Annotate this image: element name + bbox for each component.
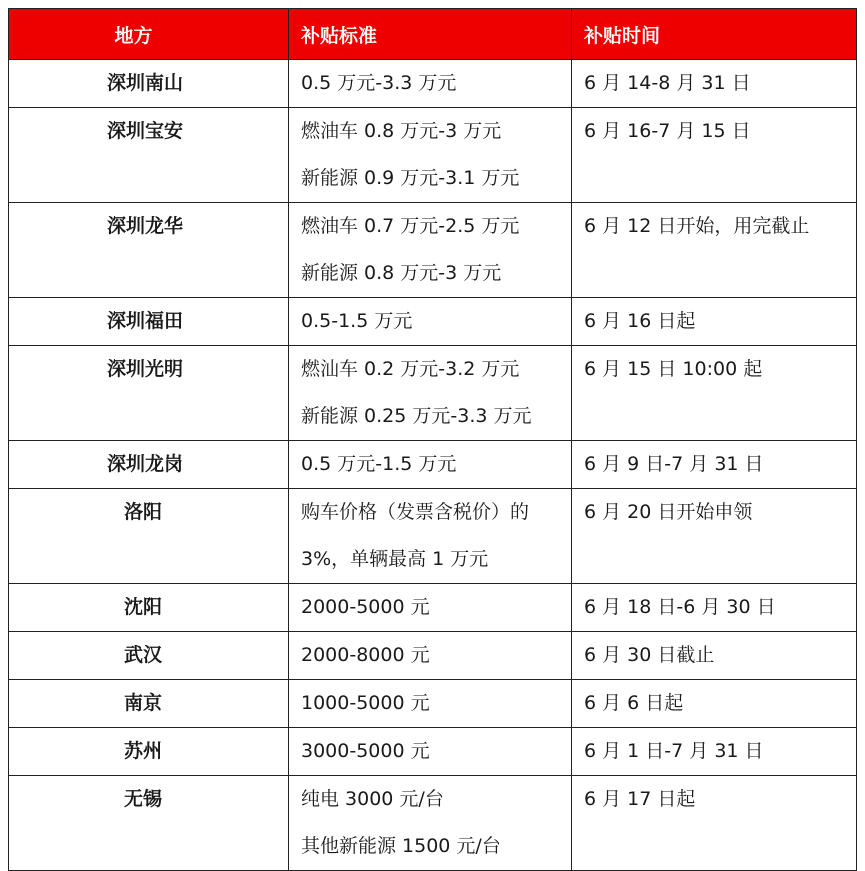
cell-period bbox=[572, 203, 857, 298]
standard-line: 2000-8000 元 bbox=[301, 644, 430, 666]
standard-line: 新能源 0.25 万元-3.3 万元 bbox=[301, 405, 532, 427]
cell-region bbox=[9, 108, 289, 203]
standard-line: 购车价格（发票含税价）的 bbox=[301, 501, 530, 523]
cell-region bbox=[9, 489, 289, 584]
cell-region bbox=[9, 203, 289, 298]
table-row bbox=[9, 728, 857, 776]
cell-standard bbox=[289, 203, 572, 298]
table-row bbox=[9, 680, 857, 728]
standard-line: 1000-5000 元 bbox=[301, 692, 430, 714]
period-line: 6 月 20 日开始申领 bbox=[584, 501, 753, 523]
cell-period bbox=[572, 728, 857, 776]
cell-region bbox=[9, 680, 289, 728]
cell-region bbox=[9, 441, 289, 489]
header-row bbox=[9, 9, 857, 60]
region-text: 深圳南山 bbox=[107, 72, 184, 94]
period-line: 6 月 17 日起 bbox=[584, 788, 696, 810]
region-text: 南京 bbox=[124, 692, 163, 714]
table-row bbox=[9, 346, 857, 441]
standard-line: 新能源 0.8 万元-3 万元 bbox=[301, 262, 502, 284]
table-row bbox=[9, 776, 857, 871]
cell-standard bbox=[289, 108, 572, 203]
table-body bbox=[9, 60, 857, 871]
table-row bbox=[9, 489, 857, 584]
cell-period bbox=[572, 680, 857, 728]
cell-region bbox=[9, 346, 289, 441]
period-line: 6 月 18 日-6 月 30 日 bbox=[584, 596, 776, 618]
cell-period bbox=[572, 441, 857, 489]
cell-region bbox=[9, 728, 289, 776]
period-line: 6 月 6 日起 bbox=[584, 692, 684, 714]
region-text: 洛阳 bbox=[124, 501, 163, 523]
region-text: 苏州 bbox=[124, 740, 163, 762]
standard-line: 燃油车 0.8 万元-3 万元 bbox=[301, 120, 502, 142]
period-line: 6 月 1 日-7 月 31 日 bbox=[584, 740, 764, 762]
cell-region bbox=[9, 776, 289, 871]
region-text: 武汉 bbox=[124, 644, 163, 666]
cell-standard bbox=[289, 680, 572, 728]
cell-standard bbox=[289, 728, 572, 776]
period-line: 6 月 12 日开始，用完截止 bbox=[584, 215, 810, 237]
cell-period bbox=[572, 776, 857, 871]
header-period: 补贴时间 bbox=[572, 9, 857, 60]
cell-standard bbox=[289, 441, 572, 489]
table-row bbox=[9, 584, 857, 632]
cell-period bbox=[572, 108, 857, 203]
region-text: 沈阳 bbox=[124, 596, 163, 618]
subsidy-table bbox=[8, 8, 857, 871]
table-row bbox=[9, 108, 857, 203]
cell-period bbox=[572, 489, 857, 584]
table-row bbox=[9, 441, 857, 489]
cell-period bbox=[572, 346, 857, 441]
standard-line: 3000-5000 元 bbox=[301, 740, 430, 762]
table-row bbox=[9, 298, 857, 346]
cell-standard bbox=[289, 584, 572, 632]
cell-period bbox=[572, 632, 857, 680]
header-standard: 补贴标准 bbox=[289, 9, 572, 60]
region-text: 深圳龙岗 bbox=[107, 453, 184, 475]
cell-standard bbox=[289, 346, 572, 441]
standard-line: 2000-5000 元 bbox=[301, 596, 430, 618]
cell-region bbox=[9, 632, 289, 680]
header-region: 地方 bbox=[9, 9, 289, 60]
standard-line: 3%，单辆最高 1 万元 bbox=[301, 548, 489, 570]
region-text: 深圳福田 bbox=[107, 310, 184, 332]
standard-line: 纯电 3000 元/台 bbox=[301, 788, 444, 810]
table-row bbox=[9, 60, 857, 108]
cell-standard bbox=[289, 60, 572, 108]
period-line: 6 月 16-7 月 15 日 bbox=[584, 120, 751, 142]
period-line: 6 月 15 日 10:00 起 bbox=[584, 358, 763, 380]
standard-line: 0.5 万元-3.3 万元 bbox=[301, 72, 457, 94]
region-text: 无锡 bbox=[124, 788, 163, 810]
cell-standard bbox=[289, 298, 572, 346]
period-line: 6 月 30 日截止 bbox=[584, 644, 715, 666]
standard-line: 燃汕车 0.2 万元-3.2 万元 bbox=[301, 358, 520, 380]
region-text: 深圳龙华 bbox=[107, 215, 184, 237]
cell-region bbox=[9, 60, 289, 108]
standard-line: 新能源 0.9 万元-3.1 万元 bbox=[301, 167, 520, 189]
cell-region bbox=[9, 584, 289, 632]
period-line: 6 月 14-8 月 31 日 bbox=[584, 72, 751, 94]
table-header bbox=[9, 9, 857, 60]
region-text: 深圳光明 bbox=[107, 358, 184, 380]
period-line: 6 月 16 日起 bbox=[584, 310, 696, 332]
standard-line: 0.5-1.5 万元 bbox=[301, 310, 413, 332]
cell-period bbox=[572, 60, 857, 108]
table-row bbox=[9, 632, 857, 680]
cell-period bbox=[572, 584, 857, 632]
cell-standard bbox=[289, 632, 572, 680]
standard-line: 燃油车 0.7 万元-2.5 万元 bbox=[301, 215, 520, 237]
standard-line: 0.5 万元-1.5 万元 bbox=[301, 453, 457, 475]
cell-standard bbox=[289, 489, 572, 584]
subsidy-table-container bbox=[8, 8, 856, 871]
cell-region bbox=[9, 298, 289, 346]
period-line: 6 月 9 日-7 月 31 日 bbox=[584, 453, 764, 475]
cell-standard bbox=[289, 776, 572, 871]
table-row bbox=[9, 203, 857, 298]
region-text: 深圳宝安 bbox=[107, 120, 184, 142]
standard-line: 其他新能源 1500 元/台 bbox=[301, 835, 501, 857]
cell-period bbox=[572, 298, 857, 346]
